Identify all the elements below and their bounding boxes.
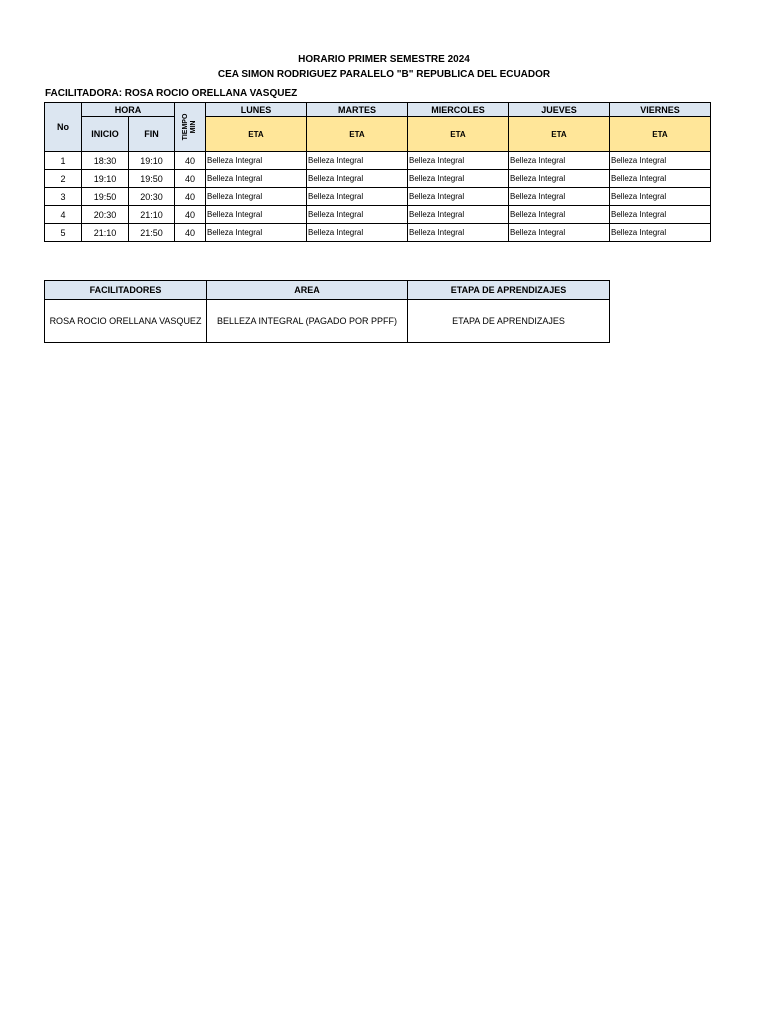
subject-cell: Belleza Integral [206,170,307,188]
subject-cell: Belleza Integral [307,152,408,170]
subject-cell: Belleza Integral [610,170,711,188]
table-row [45,170,711,188]
header-eta: ETA [610,117,711,152]
row-no: 1 [45,152,82,170]
table-row [45,188,711,206]
table-row [45,206,711,224]
header-area: AREA [207,281,408,300]
subject-cell: Belleza Integral [307,224,408,242]
header-etapa: ETAPA DE APRENDIZAJES [408,281,610,300]
row-no: 5 [45,224,82,242]
row-inicio: 19:50 [82,188,129,206]
header-eta: ETA [206,117,307,152]
row-fin: 20:30 [129,188,175,206]
row-fin: 19:10 [129,152,175,170]
header-day: LUNES [206,103,307,117]
subject-cell: Belleza Integral [408,152,509,170]
header-day: VIERNES [610,103,711,117]
table-row [45,300,610,343]
row-no: 3 [45,188,82,206]
table-row [45,224,711,242]
header-no: No [45,103,82,152]
subject-cell: Belleza Integral [509,152,610,170]
header-eta: ETA [408,117,509,152]
row-min: 40 [175,170,206,188]
header-eta: ETA [307,117,408,152]
row-fin: 19:50 [129,170,175,188]
header-inicio: INICIO [82,117,129,152]
table-row [45,152,711,170]
facilitador-name: ROSA ROCIO ORELLANA VASQUEZ [45,300,207,343]
subject-cell: Belleza Integral [509,188,610,206]
facilitadora-label: FACILITADORA: ROSA ROCIO ORELLANA VASQUEZ [45,88,298,99]
row-fin: 21:10 [129,206,175,224]
subject-cell: Belleza Integral [206,188,307,206]
subject-cell: Belleza Integral [610,188,711,206]
row-min: 40 [175,206,206,224]
row-fin: 21:50 [129,224,175,242]
subject-cell: Belleza Integral [307,206,408,224]
subject-cell: Belleza Integral [610,224,711,242]
subject-cell: Belleza Integral [408,224,509,242]
header-tiempo-label: TIEMPO MIN [182,113,197,141]
subject-cell: Belleza Integral [610,206,711,224]
area-value: BELLEZA INTEGRAL (PAGADO POR PPFF) [207,300,408,343]
header-hora: HORA [82,103,175,117]
subject-cell: Belleza Integral [408,170,509,188]
row-min: 40 [175,188,206,206]
row-no: 2 [45,170,82,188]
header-tiempo [175,103,206,152]
row-min: 40 [175,152,206,170]
subject-cell: Belleza Integral [307,188,408,206]
header-day: MARTES [307,103,408,117]
subject-cell: Belleza Integral [206,152,307,170]
header-day: JUEVES [509,103,610,117]
subject-cell: Belleza Integral [206,224,307,242]
row-no: 4 [45,206,82,224]
subject-cell: Belleza Integral [307,170,408,188]
subject-cell: Belleza Integral [610,152,711,170]
subject-cell: Belleza Integral [206,206,307,224]
schedule-table [44,102,711,242]
row-inicio: 20:30 [82,206,129,224]
row-inicio: 18:30 [82,152,129,170]
subject-cell: Belleza Integral [509,206,610,224]
subject-cell: Belleza Integral [509,224,610,242]
document-subtitle: CEA SIMON RODRIGUEZ PARALELO "B" REPUBLICA DEL ECUADOR [217,69,551,80]
subject-cell: Belleza Integral [408,188,509,206]
row-inicio: 21:10 [82,224,129,242]
summary-table [44,280,610,343]
row-inicio: 19:10 [82,170,129,188]
row-min: 40 [175,224,206,242]
header-fin: FIN [129,117,175,152]
subject-cell: Belleza Integral [408,206,509,224]
subject-cell: Belleza Integral [509,170,610,188]
etapa-value: ETAPA DE APRENDIZAJES [408,300,610,343]
header-eta: ETA [509,117,610,152]
header-day: MIERCOLES [408,103,509,117]
document-title: HORARIO PRIMER SEMESTRE 2024 [298,54,470,65]
header-facilitadores: FACILITADORES [45,281,207,300]
